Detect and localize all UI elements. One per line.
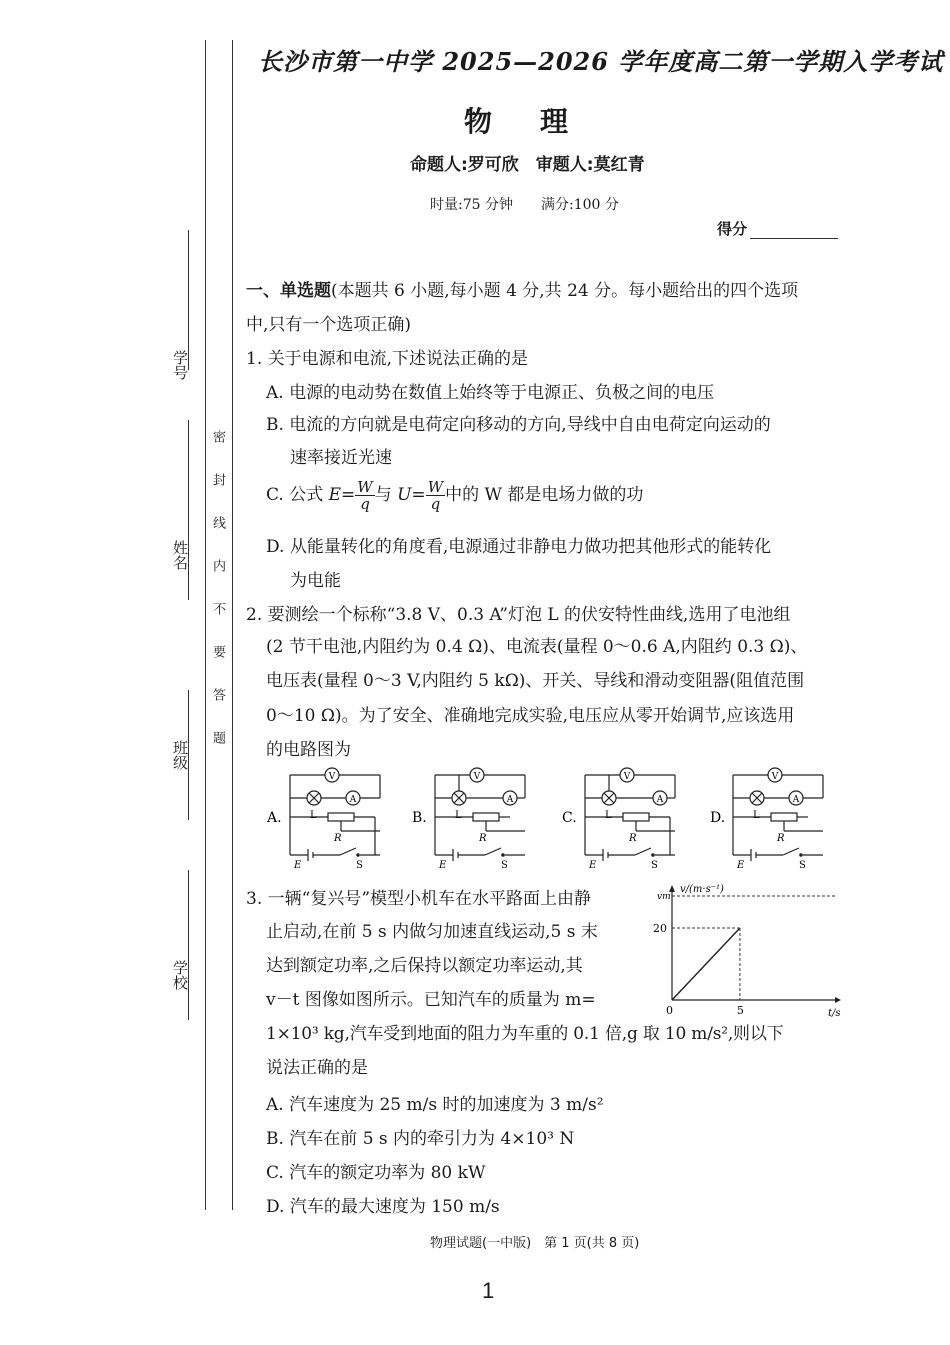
voltmeter-label: V <box>328 772 336 782</box>
ammeter-label: A <box>506 795 514 805</box>
q1-stem: 1. 关于电源和电流,下述说法正确的是 <box>246 349 529 369</box>
lamp-label: L <box>753 810 760 821</box>
lamp-label: L <box>605 810 612 821</box>
ammeter-label: A <box>349 795 357 805</box>
x-axis-label: t/s <box>828 1008 841 1018</box>
name-blank[interactable] <box>188 420 189 600</box>
q1-c-den-1: q <box>360 495 370 513</box>
q2-circuit-diagrams <box>260 765 840 870</box>
q1-option-a[interactable]: A. 电源的电动势在数值上始终等于电源正、负极之间的电压 <box>266 383 715 403</box>
voltmeter-label: V <box>771 772 779 782</box>
q1-option-c[interactable] <box>266 478 643 512</box>
q1-option-b[interactable]: B. 电流的方向就是电荷定向移动的方向,导线中自由电荷定向运动的 <box>266 415 771 435</box>
y-tick-20: 20 <box>653 922 667 935</box>
school-label: 学校 <box>171 960 189 990</box>
subject-title: 物理 <box>463 105 616 138</box>
switch-blade <box>485 848 501 855</box>
battery-label: E <box>589 860 597 870</box>
series-v-line <box>672 928 740 1000</box>
y-axis-label: v/(m·s⁻¹) <box>680 884 724 895</box>
switch-label: S <box>799 860 806 870</box>
school-blank[interactable] <box>188 870 189 1020</box>
voltmeter-label: V <box>473 772 481 782</box>
lamp-label: L <box>310 810 317 821</box>
rheostat-symbol <box>623 813 649 821</box>
q1-c-suffix: 中的 W 都是电场力做的功 <box>445 485 644 505</box>
switch-blade <box>783 848 799 855</box>
circuit-b <box>412 768 525 870</box>
q3-option-a[interactable]: A. 汽车速度为 25 m/s 时的加速度为 3 m/s² <box>266 1095 604 1115</box>
q1-c-num-2: W <box>427 478 444 496</box>
origin-label: 0 <box>666 1004 673 1017</box>
q3-line5: 1×10³ kg,汽车受到地面的阻力为车重的 0.1 倍,g 取 10 m/s²,则以下 <box>266 1024 784 1044</box>
class-blank[interactable] <box>188 690 189 820</box>
q1-c-fraction-1 <box>355 479 374 512</box>
q3-option-c[interactable]: C. 汽车的额定功率为 80 kW <box>266 1163 486 1183</box>
name-label: 姓名 <box>171 540 189 570</box>
rheostat-symbol <box>328 813 354 821</box>
circuit-c <box>562 768 675 870</box>
q1-c-prefix: C. 公式 <box>266 485 329 505</box>
q1-c-mid: 与 <box>374 485 398 505</box>
ammeter-label: A <box>656 795 664 805</box>
q1-c-den-2: q <box>430 495 441 513</box>
switch-contact <box>501 853 505 857</box>
q3-vt-chart <box>650 878 845 1018</box>
switch-label: S <box>501 860 508 870</box>
y-tick-vm: vm <box>657 892 671 902</box>
q2-line1: 2. 要测绘一个标称“3.8 V、0.3 A”灯泡 L 的伏安特性曲线,选用了电池组 <box>246 605 791 625</box>
battery-label: E <box>439 860 447 870</box>
score-label: 得分 <box>717 220 748 238</box>
q3-line6: 说法正确的是 <box>266 1058 368 1078</box>
section-1-heading: 一、单选题 <box>246 281 331 301</box>
circuit-option-label: D. <box>710 810 726 826</box>
circuit-a <box>266 768 380 870</box>
switch-blade <box>635 848 651 855</box>
authors-line: 命题人:罗可欣 审题人:莫红青 <box>410 155 645 175</box>
binding-inner-line <box>232 40 233 1210</box>
q1-option-d[interactable]: D. 从能量转化的角度看,电源通过非静电力做功把其他形式的能转化 <box>266 537 772 557</box>
circuit-option-label: B. <box>412 810 427 826</box>
number-label: 学号 <box>171 350 189 380</box>
switch-contact <box>799 853 803 857</box>
q1-c-e: E= <box>328 485 356 505</box>
q3-line3: 达到额定功率,之后保持以额定功率运动,其 <box>266 956 583 976</box>
q1-c-u: U= <box>397 485 426 505</box>
battery-label: E <box>294 860 302 870</box>
page-number: 1 <box>482 1278 495 1303</box>
q1-c-fraction-2 <box>426 479 445 512</box>
battery-label: E <box>737 860 745 870</box>
section-1-instructions-line2: 中,只有一个选项正确) <box>246 315 412 335</box>
circuit-d <box>710 768 823 870</box>
q3-option-d[interactable]: D. 汽车的最大速度为 150 m/s <box>266 1197 500 1217</box>
q2-line2: (2 节干电池,内阻约为 0.4 Ω)、电流表(量程 0～0.6 A,内阻约 0.3 Ω)、 <box>266 637 808 657</box>
binding-edge-line <box>205 40 206 1210</box>
section-1-instructions <box>246 276 798 301</box>
class-label: 班级 <box>171 740 189 770</box>
switch-label: S <box>356 860 363 870</box>
time-score-info: 时量:75 分钟 满分:100 分 <box>430 197 619 213</box>
switch-blade <box>340 848 356 855</box>
exam-title: 长沙市第一中学 2025—2026 学年度高二第一学期入学考试 <box>258 47 944 76</box>
x-tick-5: 5 <box>736 1004 744 1017</box>
q3-line2: 止启动,在前 5 s 内做匀加速直线运动,5 s 末 <box>266 922 598 942</box>
voltmeter-label: V <box>623 772 631 782</box>
circuit-option-label: A. <box>267 810 282 826</box>
rheostat-symbol <box>473 813 499 821</box>
circuit-option-label: C. <box>562 810 577 826</box>
switch-label: S <box>651 860 658 870</box>
q3-line1: 3. 一辆“复兴号”模型小机车在水平路面上由静 <box>246 889 592 909</box>
q2-line3: 电压表(量程 0～3 V,内阻约 5 kΩ)、开关、导线和滑动变阻器(阻值范围 <box>266 671 805 691</box>
rheostat-label: R <box>334 833 342 844</box>
page-footer: 物理试题(一中版) 第 1 页(共 8 页) <box>430 1236 640 1251</box>
q2-line5: 的电路图为 <box>266 740 351 760</box>
q2-line4: 0～10 Ω)。为了安全、准确地完成实验,电压应从零开始调节,应该选用 <box>266 706 795 726</box>
switch-contact <box>651 853 655 857</box>
rheostat-label: R <box>479 833 487 844</box>
x-axis-arrow <box>835 997 841 1003</box>
rheostat-symbol <box>771 813 797 821</box>
lamp-label: L <box>455 810 462 821</box>
section-1-instructions-line1: (本题共 6 小题,每小题 4 分,共 24 分。每小题给出的四个选项 <box>331 281 799 301</box>
ammeter-label: A <box>792 795 800 805</box>
rheostat-label: R <box>777 833 785 844</box>
q1-option-b-cont: 速率接近光速 <box>290 448 392 468</box>
seal-notice: 密封线内不要答题 <box>210 430 225 774</box>
q3-line4: v－t 图像如图所示。已知汽车的质量为 m= <box>266 990 596 1010</box>
q1-c-num-1: W <box>357 478 373 496</box>
y-axis-arrow <box>669 885 675 892</box>
q1-option-d-cont: 为电能 <box>290 571 341 591</box>
number-blank[interactable] <box>188 230 189 370</box>
rheostat-label: R <box>629 833 637 844</box>
switch-contact <box>356 853 360 857</box>
score-blank[interactable] <box>750 238 838 239</box>
q3-option-b[interactable]: B. 汽车在前 5 s 内的牵引力为 4×10³ N <box>266 1129 575 1149</box>
